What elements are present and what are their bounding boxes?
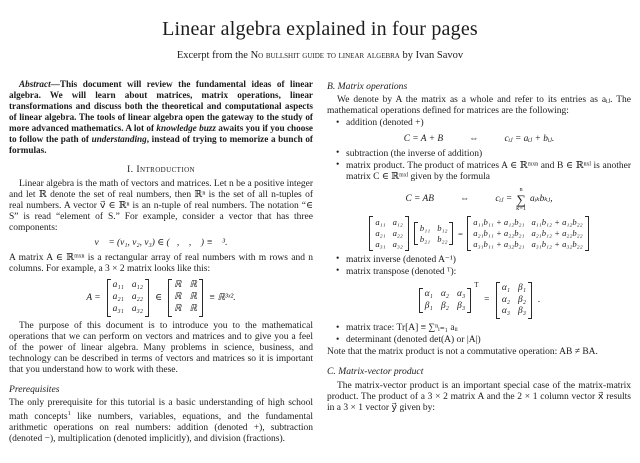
noncommutative-note: Note that the matrix product is not a commutative operation: AB ≠ BA.	[327, 347, 598, 358]
two-column-layout	[9, 79, 631, 445]
abstract-emphasis-1: knowledge buzz	[156, 123, 216, 134]
abstract-label: Abstract	[19, 79, 51, 89]
left-column	[9, 79, 313, 445]
matrix-definition-rhs: ≡ ℝ³ˣ².	[208, 292, 236, 303]
vector-equation: v⃗ = (v₁, v₂, v₃) ∈ (ℝ, ℝ, ℝ) ≡ ℝ³.	[94, 238, 228, 249]
subsection-heading-prerequisites: Prerequisites	[9, 384, 60, 396]
footnote-marker: 1	[67, 409, 71, 417]
product-rhs-prefix: cᵢⱼ =	[495, 194, 513, 205]
paper-subtitle	[9, 50, 631, 61]
intro-paragraph-2: A matrix A ∈ ℝᵐˣⁿ is a rectangular array of real numbers with m rows and n columns. For example, a 3 × 2 matrix looks like this:	[9, 253, 313, 275]
matrix-definition-equation	[9, 279, 313, 316]
equals-symbol: =	[483, 295, 490, 306]
matrix-a-factor: a₁₁ a₁₂ a₂₁ a₂₂ a₃₁ a₃₂	[369, 216, 409, 250]
product-rhs-suffix: aᵢₖbₖⱼ,	[530, 194, 553, 205]
abstract-text-1: —This document will review the fundamental ideas of linear algebra. We will learn about matrices, matrix operations, linear transformations and discuss both the theoretical and computational aspects of linear algebra. The tools of linear algebra open the gateway to the study of more advanced mathematics. A lot of	[9, 79, 313, 134]
matrix-before-transpose: α₁ α₂ α₃ β₁ β₂ β₃	[419, 288, 472, 314]
matrix-ops-bullet-list-1	[327, 118, 631, 129]
prerequisites-text-2: like numbers, variables, equations, and the fundamental arithmetic operations on real numbers: addition (denoted +), subtraction (denoted −), multiplication (denoted implicitly), and division (fractions).	[9, 411, 314, 444]
matrix-ops-bullet-list-4	[327, 323, 631, 346]
equation-period: .	[537, 295, 541, 306]
subtitle-prefix: Excerpt from the	[176, 50, 251, 61]
section-heading-introduction: I. Introduction	[127, 164, 195, 176]
product-equation-lhs: C = AB	[405, 194, 434, 205]
matrix-b-factor: b₁₁ b₁₂ b₂₁ b₂₂	[414, 222, 454, 245]
matrix-product-result: a₁₁b₁₁ + a₁₂b₂₁ a₁₁b₁₂ + a₁₂b₂₂ a₂₁b₁₁ + a₂₂b₂₁ a₂₁b₁₂ + a₂₂b₂₂ a₃₁b₁₁ + a₃₂b₂₁ a₃₁b₁₂ + a₃₂b₂₂	[467, 216, 588, 250]
addition-equation-rhs: cᵢⱼ = aᵢⱼ + bᵢⱼ.	[504, 133, 555, 144]
abstract-emphasis-2: understanding	[91, 134, 147, 145]
bullet-matrix-transpose: • matrix transpose (denoted ᵀ):	[336, 267, 631, 278]
element-of-symbol: ∈	[155, 292, 163, 303]
sigma-icon: ∑	[516, 192, 526, 208]
bullet-matrix-trace: • matrix trace: Tr[A] ≡ ∑ⁿᵢ₌₁ aᵢᵢ	[336, 323, 631, 334]
matrix-ops-bullet-list-3	[327, 255, 631, 278]
matrix-ops-bullet-list-2	[327, 149, 631, 183]
bullet-determinant: • determinant (denoted det(A) or |A|)	[336, 335, 631, 346]
sum-upper-limit: n	[519, 185, 523, 193]
subtitle-author: by Ivan Savov	[399, 50, 464, 61]
matrix-vector-paragraph: The matrix-vector product is an important special case of the matrix-matrix product. The product of a 3 × 2 matrix A and the 2 × 1 column vector x⃗ results in a 3 × 1 vector y⃗ given by:	[327, 380, 631, 413]
addition-equation	[327, 134, 631, 145]
matrix-product-expanded-equation	[327, 216, 631, 250]
transpose-superscript: T	[474, 280, 479, 289]
product-equation-rhs	[495, 187, 552, 213]
prerequisites-paragraph	[9, 398, 313, 445]
prerequisites-text-1: The only prerequisite for this tutorial is a basic understanding of high school math concepts	[9, 398, 313, 422]
matrix-ops-intro-paragraph: We denote by A the matrix as a whole and refer to its entries as aᵢⱼ. The mathematical operations defined for matrices are the following:	[327, 95, 631, 117]
addition-equation-lhs: C = A + B	[403, 133, 444, 144]
iff-symbol: ⇔	[469, 133, 479, 144]
abstract-text-3: , instead of trying to memorize a bunch of formulas.	[9, 134, 313, 156]
product-equation	[327, 187, 631, 213]
intro-paragraph-1: Linear algebra is the math of vectors and matrices. Let n be a positive integer and let ℝ denote the set of real numbers, then ℝⁿ is the set of all n-tuples of real numbers. A vector v⃗ ∈ ℝⁿ is an n-tuple of real numbers. The notation “∈ S” is read “element of S.” For example, consider a vector that has three components:	[9, 178, 313, 234]
bullet-addition: • addition (denoted +)	[336, 118, 631, 129]
matrix-definition-lhs: A =	[86, 292, 101, 303]
bullet-matrix-inverse: • matrix inverse (denoted A⁻¹)	[336, 255, 631, 266]
matrix-r-entries: ℝ ℝ ℝ ℝ ℝ ℝ	[168, 279, 203, 316]
subsection-heading-matrix-vector-product: C. Matrix-vector product	[327, 366, 424, 378]
right-column	[327, 79, 631, 445]
paper-title: Linear algebra explained in four pages	[162, 18, 478, 40]
intro-paragraph-3: The purpose of this document is to introduce you to the mathematical operations that we can perform on vectors and matrices and to give you a feel of the power of linear algebra. Many problems in science, business, and technology can be described in terms of vectors and matrices so it is important that you understand how to work with these.	[9, 320, 313, 376]
summation-symbol	[516, 187, 526, 213]
bullet-subtraction: • subtraction (the inverse of addition)	[336, 149, 631, 160]
subtitle-book-title: No bullshit guide to linear algebra	[250, 50, 400, 61]
iff-symbol: ⇔	[460, 194, 470, 205]
matrix-a-entries: a₁₁ a₁₂ a₂₁ a₂₂ a₃₁ a₃₂	[107, 279, 149, 316]
matrix-after-transpose: α₁ β₁ α₂ β₂ α₃ β₃	[496, 282, 532, 319]
transpose-equation	[327, 282, 631, 319]
sum-lower-limit: k=1	[516, 205, 527, 213]
abstract-text-2: awaits you if you choose to follow the path of	[9, 123, 313, 145]
subsection-heading-matrix-operations: B. Matrix operations	[327, 81, 408, 92]
abstract	[9, 79, 313, 156]
bullet-matrix-product: • matrix product. The product of matrices A ∈ ℝᵐˣⁿ and B ∈ ℝⁿˣˡ is another matrix C ∈ ℝᵐˣˡ given by the formula	[336, 161, 631, 183]
equals-symbol: =	[457, 228, 464, 239]
